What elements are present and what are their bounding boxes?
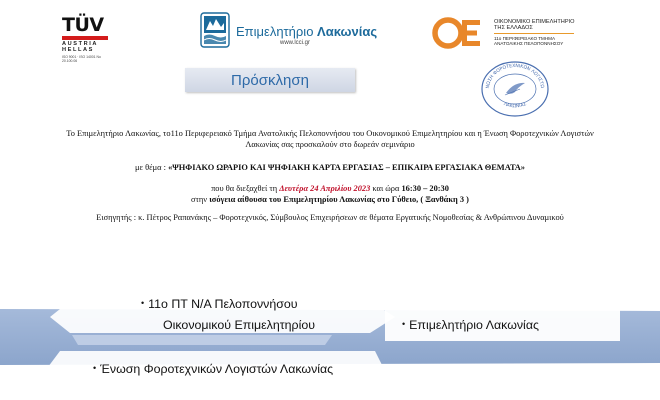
seminar-date: Δευτέρα 24 Απριλίου 2023 — [279, 184, 371, 193]
page-title: Πρόσκληση — [231, 71, 309, 89]
organizer-economic-chamber — [141, 297, 298, 311]
bullet-icon: • — [402, 319, 406, 329]
seminar-venue: ισόγεια αίθουσα του Επιμελητηρίου Λακωνίας στο Γύθειο, ( Ξανθάκη 3 ) — [209, 194, 469, 204]
seminar-topic: «ΨΗΦΙΑΚΟ ΩΡΑΡΙΟ ΚΑΙ ΨΗΦΙΑΚΗ ΚΑΡΤΑ ΕΡΓΑΣΙΑΣ – ΕΠΙΚΑΙΡΑ ΕΡΓΑΣΙΑΚΑ ΘΕΜΑΤΑ» — [168, 163, 525, 172]
speaker-info: Εισηγητής : κ. Πέτρος Ραπανάκης – Φοροτεχνικός, Σύμβουλος Επιχειρήσεων σε θέματα Εργατικής Νομοθεσίας & Ανθρώπινου Δυναμικού — [96, 213, 564, 222]
chamber-url: www.lcci.gr — [280, 40, 311, 46]
oe-divider — [494, 33, 574, 34]
tuv-mark: TÜV — [62, 14, 104, 36]
date-prefix: που θα διεξαχθεί τη — [211, 184, 280, 193]
oe-subtitle: 11ο ΠΕΡΙΦΕΡΕΙΑΚΟ ΤΜΗΜΑ ΑΝΑΤΟΛΙΚΗΣ ΠΕΛΟΠΟΝΝΗΣΟΥ — [494, 36, 564, 47]
economic-chamber-logo — [432, 14, 582, 54]
seminar-topic-line — [60, 163, 600, 174]
organizer-line: 11ο ΠΤ Ν/Α Πελοποννήσου — [148, 297, 298, 311]
invitation-title-box — [185, 68, 355, 92]
invitation-intro: Το Επιμελητήριο Λακωνίας, το11ο Περιφερειακό Τμήμα Ανατολικής Πελοποννήσου του Οικονομικού Επιμελητηρίου και η Ένωση Φοροτεχνικών Λογιστών Λακωνίας σας προσκαλούν στο δωρεάν σεμινάριο — [66, 129, 594, 149]
bullet-icon: • — [93, 363, 97, 373]
topic-prefix: με θέμα : — [135, 163, 169, 172]
time-prefix: και ώρα — [370, 184, 402, 193]
lakonia-chamber-logo — [200, 10, 380, 54]
tuv-subtitle: AUSTRIA HELLAS — [62, 41, 99, 54]
chamber-emblem-icon — [200, 12, 230, 48]
seminar-details — [60, 184, 600, 205]
tuv-red-bar — [62, 36, 108, 40]
svg-text:ΛΑΚΩΝΙΑΣ: ΛΑΚΩΝΙΑΣ — [502, 102, 528, 110]
oe-mark-icon — [432, 14, 484, 52]
tuv-certificate-text: ISO 9001 · ISO 14001 No 20.100.06 — [62, 55, 101, 63]
svg-text:ΕΝΩΣΗ ΦΟΡΟΤΕΧΝΙΚΩΝ ΛΟΓΙΣΤΩΝ: ΝΩΣΗ ΦΟΡΟΤΕΧΝΙΚΩΝ ΛΟΓΙΣΤΩ — [485, 63, 545, 89]
seminar-time: 16:30 – 20:30 — [401, 184, 449, 193]
organizer-line: Ένωση Φοροτεχνικών Λογιστών Λακωνίας — [100, 362, 334, 376]
stamp-seal-icon — [478, 60, 552, 118]
accountants-union-stamp — [478, 60, 552, 118]
bullet-icon: • — [141, 298, 145, 308]
organizers-graphic — [0, 293, 660, 400]
oe-title: ΟΙΚΟΝΟΜΙΚΟ ΕΠΙΜΕΛΗΤΗΡΙΟ ΤΗΣ ΕΛΛΑΔΟΣ — [494, 19, 575, 32]
tuv-austria-hellas-logo — [58, 12, 118, 64]
organizer-lakonia-chamber — [402, 318, 539, 332]
chamber-name: Επιμελητήριο Λακωνίας — [236, 24, 378, 39]
organizer-accountants-union — [93, 362, 333, 376]
organizer-line: Επιμελητήριο Λακωνίας — [409, 318, 539, 332]
venue-prefix: στην — [191, 194, 210, 204]
organizer-economic-chamber-line2: Οικονομικού Επιμελητηρίου — [163, 318, 316, 332]
